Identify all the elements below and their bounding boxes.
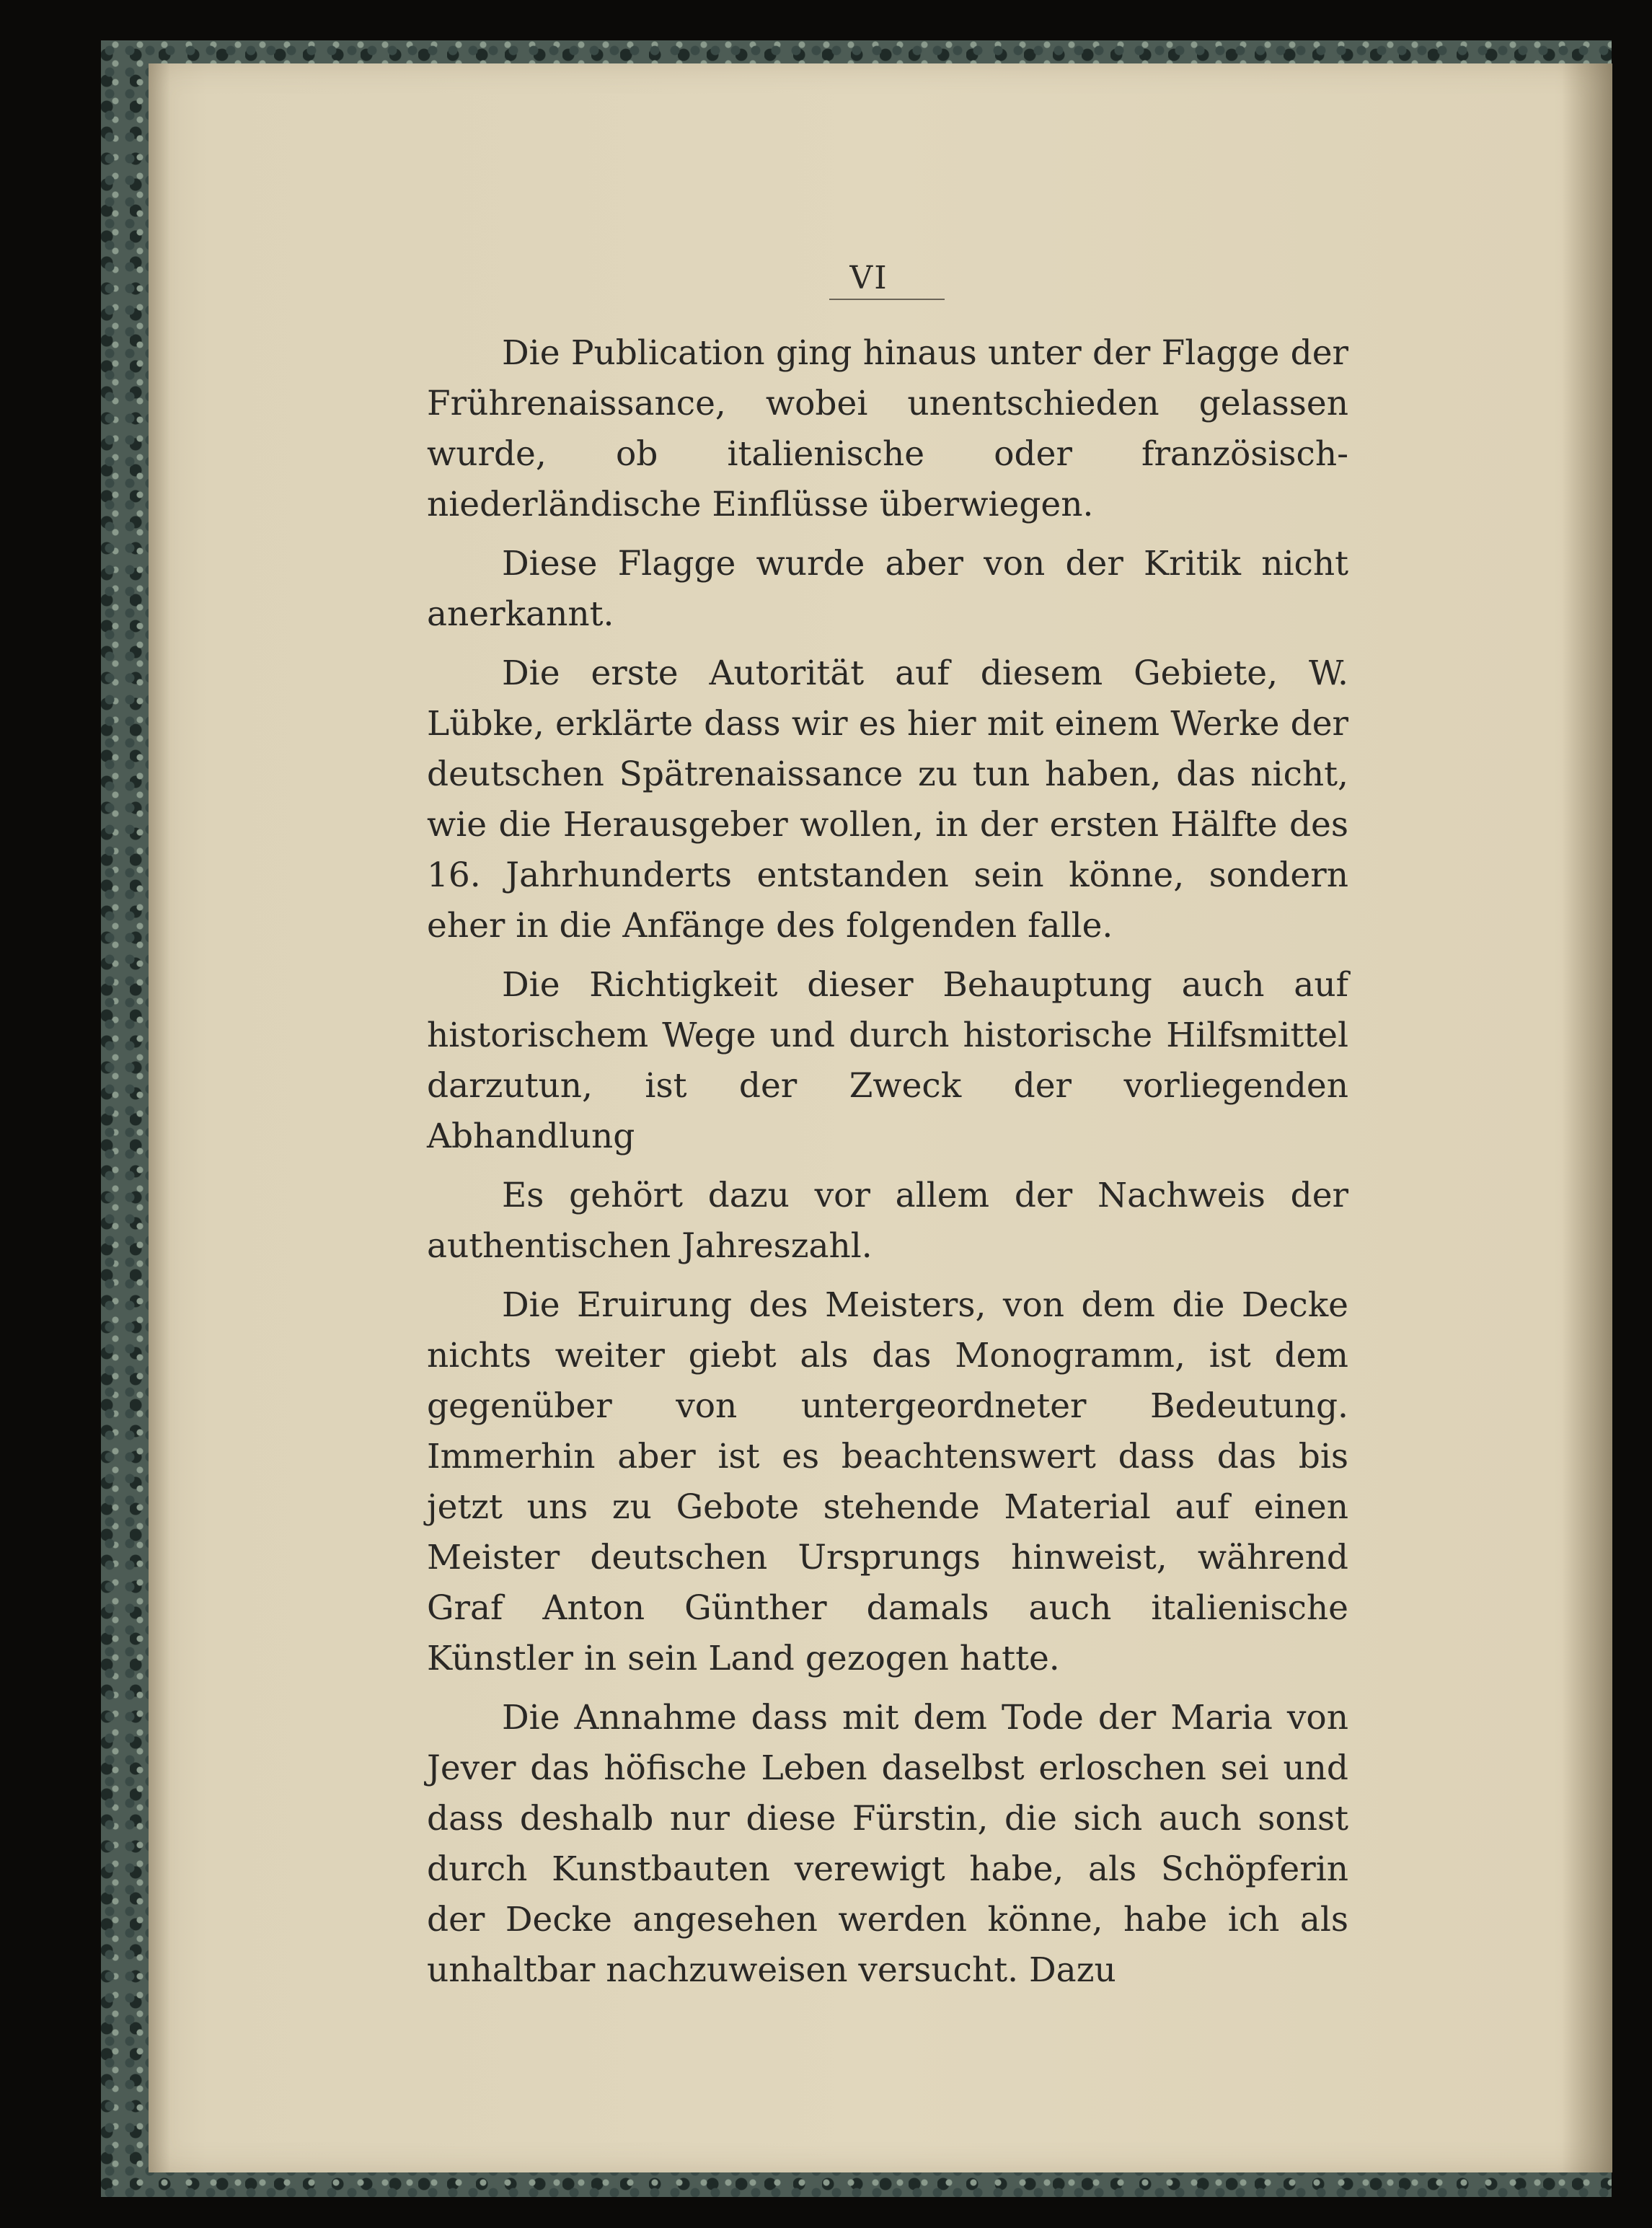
paragraph-1: Die Publication ging hinaus unter der Flagge der Frührenaissance, wobei unentschieden gelassen wurde, ob italienische oder französisch-niederländische Einflüsse überwiegen. [427,333,1348,524]
paragraph-4: Die Richtigkeit dieser Behauptung auch auf historischem Wege und durch historische Hilfsmittel darzutun, ist der Zweck der vorliegenden Abhandlung [427,965,1348,1156]
paragraph-7: Die Annahme dass mit dem Tode der Maria von Jever das höfische Leben daselbst erloschen sei und dass deshalb nur diese Fürstin, die sich auch sonst durch Kunstbauten verewigt habe, als Schöpferin der Decke angesehen werden könne, habe ich als unhaltbar nachzuweisen versucht. Dazu [427,1698,1348,1990]
paragraph-2: Diese Flagge wurde aber von der Kritik nicht anerkannt. [427,544,1348,634]
page-number: VI [849,260,888,296]
page-gutter-shadow [149,63,170,2172]
body-text [427,328,1348,2004]
paragraph-5: Es gehört dazu vor allem der Nachweis der authentischen Jahreszahl. [427,1176,1348,1266]
paragraph-3: Die erste Autorität auf diesem Gebiete, W. Lübke, erklärte dass wir es hier mit einem Werke der deutschen Spätrenaissance zu tun haben, das nicht, wie die Herausgeber wollen, in der ersten Hälfte des 16. Jahrhunderts entstanden sein könne, sondern eher in die Anfänge des folgenden falle. [427,653,1348,946]
page-number-rule [829,299,945,300]
paragraph-6: Die Eruirung des Meisters, von dem die Decke nichts weiter giebt als das Monogramm, ist dem gegenüber von untergeordneter Bedeutung. Immerhin aber ist es beachtenswert dass das bis jetzt uns zu Gebote stehende Material auf einen Meister deutschen Ursprungs hinweist, während Graf Anton Günther damals auch italienische Künstler in sein Land gezogen hatte. [427,1285,1348,1678]
page-right-edge [1562,63,1612,2172]
